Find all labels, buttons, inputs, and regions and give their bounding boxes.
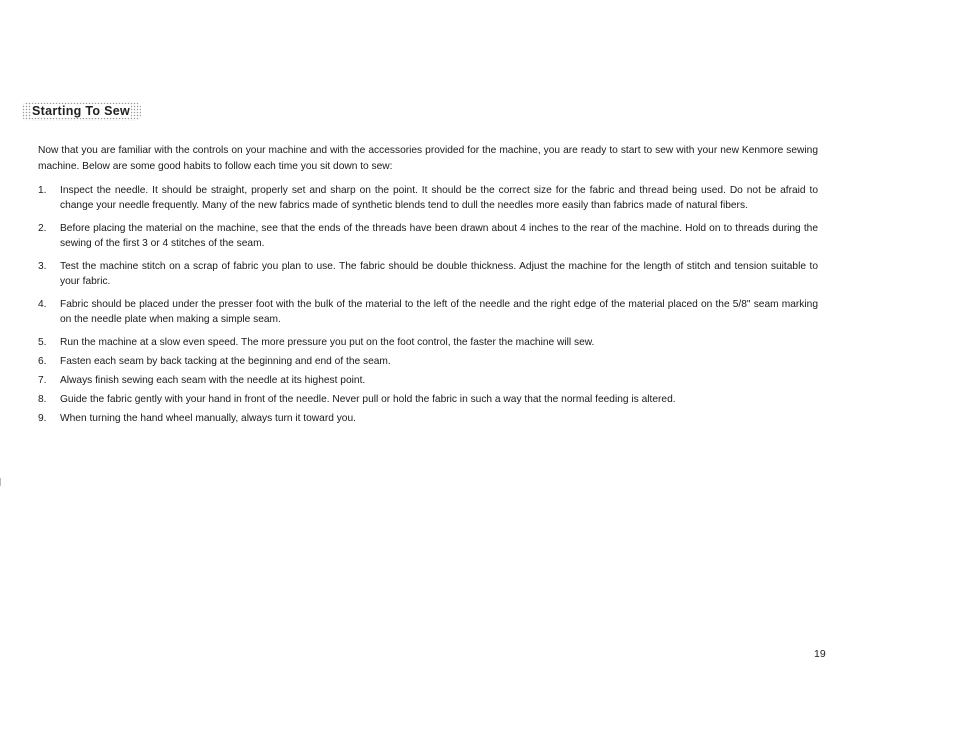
step-text: Guide the fabric gently with your hand in front of the needle. Never pull or hold the fabric in such a way that the normal feeding is altered.	[60, 394, 676, 405]
step-number: 1.	[38, 185, 47, 196]
section-heading-text: Starting To Sew	[32, 104, 131, 118]
list-item	[38, 260, 818, 289]
list-item	[38, 298, 818, 327]
scan-edge-mark	[0, 478, 1, 486]
sewing-steps-list	[38, 184, 818, 427]
step-text: When turning the hand wheel manually, always turn it toward you.	[60, 413, 356, 424]
step-number: 3.	[38, 261, 47, 272]
list-item	[38, 412, 818, 427]
step-text: Fabric should be placed under the presser foot with the bulk of the material to the left of the needle and the right edge of the material placed on the 5/8" seam marking on the needle plate when making a simple seam.	[60, 299, 818, 325]
list-item	[38, 184, 818, 213]
step-number: 4.	[38, 299, 47, 310]
page-number: 19	[814, 648, 826, 660]
list-item	[38, 374, 818, 389]
step-number: 5.	[38, 337, 47, 348]
step-number: 6.	[38, 356, 47, 367]
step-text: Test the machine stitch on a scrap of fabric you plan to use. The fabric should be double thickness. Adjust the machine for the length of stitch and tension suitable to your fabric.	[60, 261, 818, 287]
step-text: Before placing the material on the machine, see that the ends of the threads have been drawn about 4 inches to the rear of the machine. Hold on to threads during the sewing of the first 3 or 4 stitches of the seam.	[60, 223, 818, 249]
step-number: 7.	[38, 375, 47, 386]
section-heading	[22, 102, 141, 121]
step-number: 2.	[38, 223, 47, 234]
step-text: Fasten each seam by back tacking at the beginning and end of the seam.	[60, 356, 391, 367]
step-text: Inspect the needle. It should be straight, properly set and sharp on the point. It should be the correct size for the fabric and thread being used. Do not be afraid to change your needle frequently. Many of the new fabrics made of synthetic blends tend to dull the needles more easily than fabrics made of natural fibers.	[60, 185, 818, 211]
list-item	[38, 355, 818, 370]
step-number: 9.	[38, 413, 47, 424]
intro-paragraph: Now that you are familiar with the controls on your machine and with the accessories provided for the machine, you are ready to start to sew with your new Kenmore sewing machine. Below are some good habits to follow each time you sit down to sew:	[38, 145, 818, 172]
step-number: 8.	[38, 394, 47, 405]
step-text: Run the machine at a slow even speed. The more pressure you put on the foot control, the faster the machine will sew.	[60, 337, 595, 348]
list-item	[38, 336, 818, 351]
step-text: Always finish sewing each seam with the needle at its highest point.	[60, 375, 366, 386]
list-item	[38, 222, 818, 251]
list-item	[38, 393, 818, 408]
